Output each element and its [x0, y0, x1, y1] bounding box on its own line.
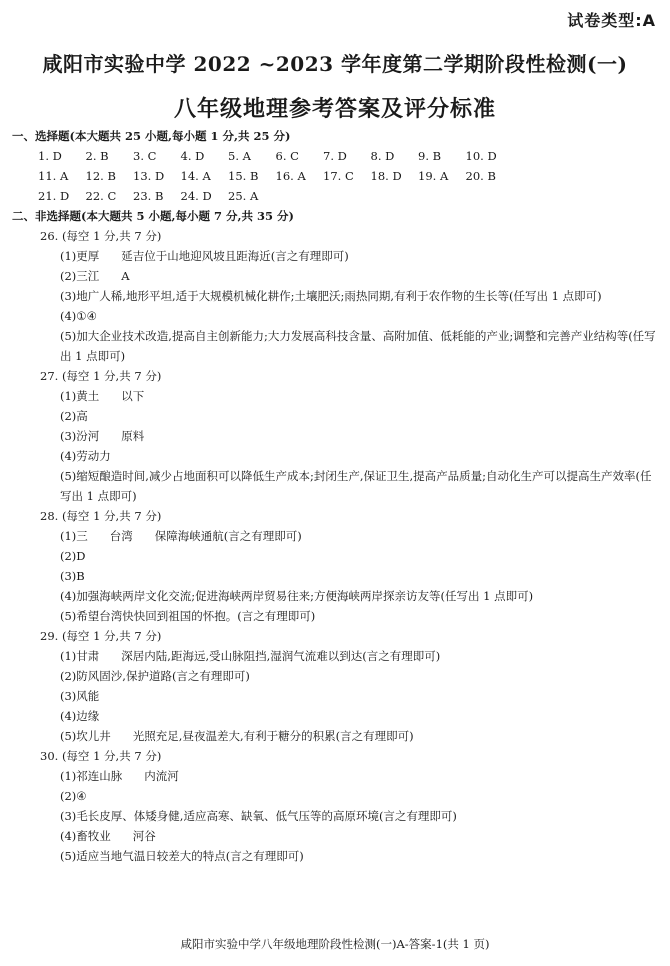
mc-answer: 25. A: [228, 189, 259, 203]
multiple-choice-grid: [12, 146, 662, 206]
mc-answer: 10. D: [465, 149, 497, 163]
q28-answer-2: (2)D: [60, 549, 86, 563]
answer-text: 原料: [121, 429, 145, 443]
mc-answer: 14. A: [180, 169, 211, 183]
mc-answer: 19. A: [418, 169, 449, 183]
answer-text: 深居内陆,距海远,受山脉阻挡,湿润气流难以到达(言之有理即可): [121, 649, 441, 663]
answer-text: (1)黄土: [60, 389, 100, 403]
mc-answer: 17. C: [323, 169, 354, 183]
mc-answer: 8. D: [370, 149, 395, 163]
answer-text: (1)更厚: [60, 249, 100, 263]
q28-answer-5: (5)希望台湾快快回到祖国的怀抱。(言之有理即可): [60, 609, 316, 623]
answer-text: 台湾: [109, 529, 133, 543]
answer-text: (1)三: [60, 529, 88, 543]
q29-answer-4: (4)边缘: [60, 709, 100, 723]
mc-answer: 6. C: [275, 149, 299, 163]
q26-answer-4: (4)①④: [60, 309, 97, 323]
q26-heading: 26. (每空 1 分,共 7 分): [40, 229, 162, 243]
mc-answer: 4. D: [180, 149, 205, 163]
mc-answer: 21. D: [38, 189, 70, 203]
q29-answer-2: (2)防风固沙,保护道路(言之有理即可): [60, 669, 250, 683]
mc-answer: 7. D: [323, 149, 347, 163]
answer-body: [12, 126, 662, 866]
q28-answer-1: [12, 526, 662, 546]
answer-text: (3)汾河: [60, 429, 100, 443]
q26-answer-1: [12, 246, 662, 266]
mc-answer: 23. B: [133, 189, 164, 203]
mc-row: [12, 186, 662, 206]
page-title: 咸阳市实验中学 2022 ~2023 学年度第二学期阶段性检测(一): [42, 52, 628, 76]
q30-answer-5: (5)适应当地气温日较差大的特点(言之有理即可): [60, 849, 304, 863]
mc-answer: 11. A: [38, 169, 69, 183]
section1-heading: 一、选择题(本大题共 25 小题,每小题 1 分,共 25 分): [12, 129, 291, 143]
q26-answer-3: (3)地广人稀,地形平坦,适于大规模机械化耕作;土壤肥沃;雨热同期,有利于农作物的生长等(任写出 1 点即可): [60, 289, 602, 303]
mc-answer: 1. D: [38, 149, 62, 163]
q30-answer-1: [12, 766, 662, 786]
mc-row: [12, 146, 662, 166]
q29-answer-5: [12, 726, 662, 746]
q30-answer-4: [12, 826, 662, 846]
q30-answer-3: (3)毛长皮厚、体矮身健,适应高寒、缺氧、低气压等的高原环境(言之有理即可): [60, 809, 457, 823]
mc-answer: 13. D: [133, 169, 165, 183]
q27-answer-3: [12, 426, 662, 446]
answer-text: A: [121, 269, 130, 283]
q30-answer-2: (2)④: [60, 789, 87, 803]
q30-heading: 30. (每空 1 分,共 7 分): [40, 749, 162, 763]
q27-answer-4: (4)劳动力: [60, 449, 111, 463]
answer-text: (1)祁连山脉: [60, 769, 123, 783]
q29-answer-3: (3)风能: [60, 689, 100, 703]
q28-answer-4: (4)加强海峡两岸文化交流;促进海峡两岸贸易往来;方便海峡两岸探亲访友等(任写出 1 点即可): [60, 589, 534, 603]
answer-text: 光照充足,昼夜温差大,有利于糖分的积累(言之有理即可): [132, 729, 414, 743]
answer-text: 内流河: [144, 769, 179, 783]
q27-answer-1: [12, 386, 662, 406]
answer-text: 保障海峡通航(言之有理即可): [154, 529, 302, 543]
mc-answer: 2. B: [85, 149, 109, 163]
page-footer: 咸阳市实验中学八年级地理阶段性检测(一)A-答案-1(共 1 页): [180, 937, 490, 951]
exam-type-label: 试卷类型:A: [567, 11, 656, 30]
mc-answer: 5. A: [228, 149, 251, 163]
q28-heading: 28. (每空 1 分,共 7 分): [40, 509, 162, 523]
answer-text: 延吉位于山地迎风坡且距海近(言之有理即可): [121, 249, 349, 263]
mc-answer: 9. B: [418, 149, 442, 163]
answer-text: (2)三江: [60, 269, 100, 283]
answer-text: (4)畜牧业: [60, 829, 111, 843]
mc-answer: 3. C: [133, 149, 157, 163]
answer-text: (1)甘肃: [60, 649, 100, 663]
q27-answer-2: (2)高: [60, 409, 88, 423]
mc-answer: 20. B: [465, 169, 496, 183]
answer-text: (5)坎儿井: [60, 729, 111, 743]
q28-answer-3: (3)B: [60, 569, 85, 583]
q27-heading: 27. (每空 1 分,共 7 分): [40, 369, 162, 383]
mc-answer: 12. B: [85, 169, 116, 183]
mc-answer: 24. D: [180, 189, 212, 203]
page-subtitle: 八年级地理参考答案及评分标准: [173, 97, 496, 122]
mc-answer: 16. A: [275, 169, 306, 183]
mc-answer: 18. D: [370, 169, 402, 183]
q29-heading: 29. (每空 1 分,共 7 分): [40, 629, 162, 643]
mc-answer: 15. B: [228, 169, 259, 183]
mc-answer: 22. C: [85, 189, 117, 203]
section2-heading: 二、非选择题(本大题共 5 小题,每小题 7 分,共 35 分): [12, 209, 294, 223]
answer-text: 河谷: [132, 829, 156, 843]
q26-answer-5: (5)加大企业技术改造,提高自主创新能力;大力发展高科技含量、高附加值、低耗能的产业;调整和完善产业结构等(任写出 1 点即可): [60, 329, 656, 363]
q26-answer-2: [12, 266, 662, 286]
mc-row: [12, 166, 662, 186]
answer-text: 以下: [121, 389, 145, 403]
q27-answer-5: (5)缩短酿造时间,减少占地面积可以降低生产成本;封闭生产,保证卫生,提高产品质量;自动化生产可以提高生产效率(任写出 1 点即可): [60, 469, 652, 503]
q29-answer-1: [12, 646, 662, 666]
